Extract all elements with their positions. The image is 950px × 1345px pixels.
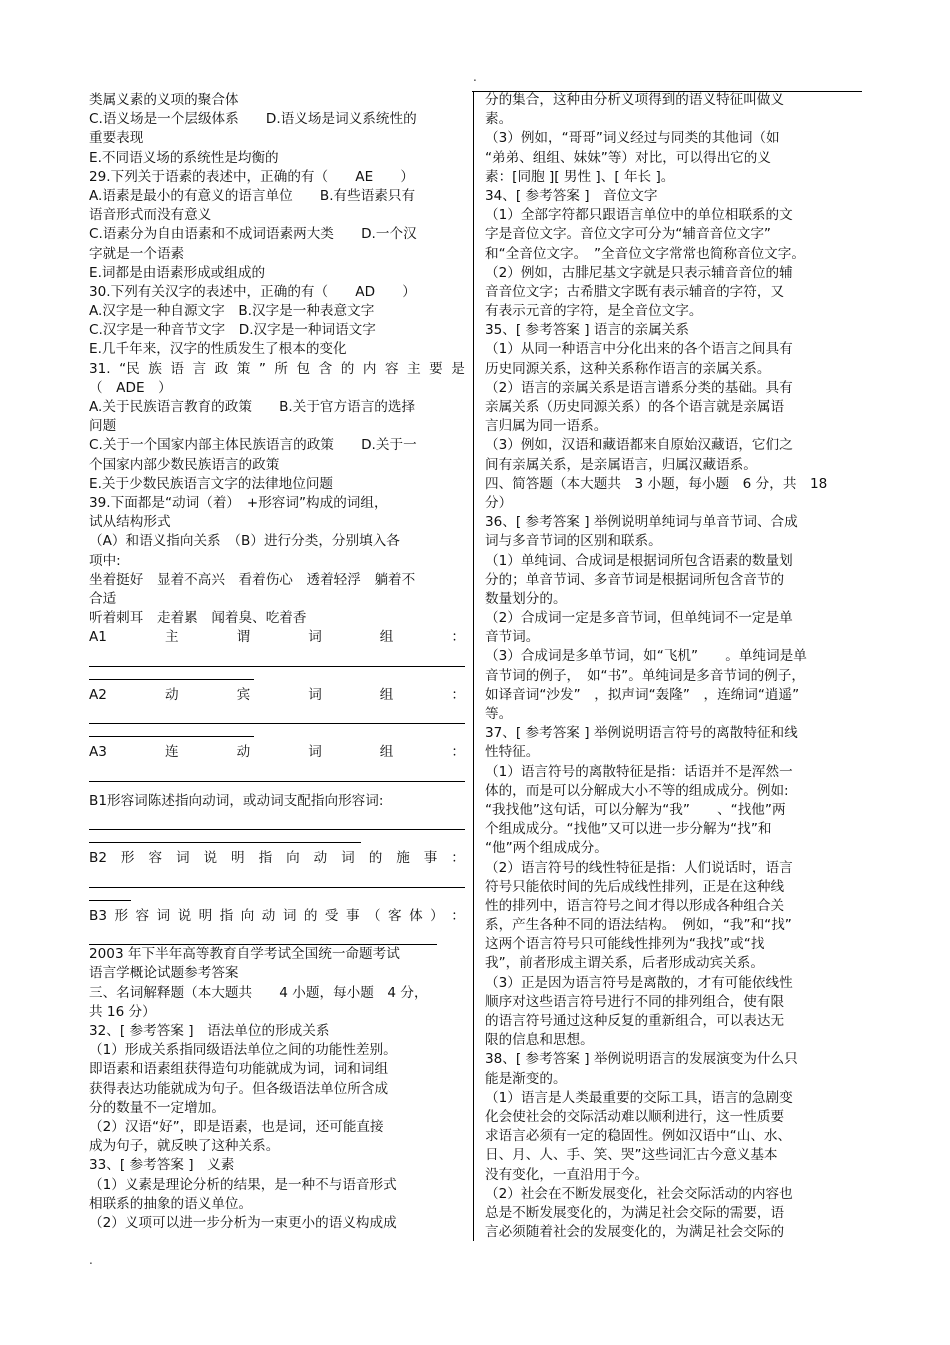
spread-char: 词 [282,907,297,924]
spread-char: 事 [423,850,438,867]
text-line: （ ADE ） [89,379,172,396]
exam-subtitle: 语言学概论试题参考答案 [89,965,239,982]
text-line: 我”，前者形成主谓关系，后者形成动宾关系。 [485,955,764,972]
answer-blank-line[interactable] [89,888,465,907]
spread-char: 族 [148,360,162,377]
spread-char: ” [258,360,266,377]
text-line: “我找他”这句话，可以分解为“我” 、“找他”两 [485,801,786,818]
text-line: （2）汉语“好”，即是语素，也是词，还可能直接 [89,1118,384,1135]
spread-char: 动 [164,686,179,703]
spread-char: A2 [89,686,107,703]
answer-blank-line[interactable] [89,926,437,945]
text-line: 项中: [89,552,121,569]
spread-char: 明 [231,850,245,867]
answer-blank-line[interactable] [89,811,465,830]
text-line: 重要表现 [89,130,144,147]
spread-char: 组 [379,629,394,646]
spread-char: 容 [135,907,150,924]
text-line: 个国家内部少数民族语言的政策 [89,456,280,473]
spread-char: 词 [156,907,171,924]
text-line: 分） [485,494,513,511]
spread-char: 策 [236,360,251,377]
spread-char: 客 [388,907,402,924]
spread-char: A1 [89,629,107,646]
text-line: 数量划分的。 [485,590,567,607]
question-39: 39.下面都是“动词（着） +形容词”构成的词组， [89,494,388,511]
spread-char: 主 [164,629,179,646]
text-line: 体的，而是可以分解成大小不等的组成成分。例如: [485,782,789,799]
blank-label-b2 [89,849,465,868]
text-line: （A）和语义指向关系 （B）进行分类，分别填入各 [89,533,400,550]
answer-blank-line[interactable] [89,763,465,782]
text-line: （2）社会在不断发展变化，社会交际活动的内容也 [485,1185,793,1202]
text-line: 分的集合，这种由分析义项得到的语义特征叫做义 [485,92,785,108]
spread-char: 要 [429,360,443,377]
text-line: 听着刺耳 走着累 闻着臭、吃着香 [89,610,307,627]
spread-char: 容 [148,850,163,867]
text-line: （3）例如，汉语和藏语都来自原始汉藏语，它们之 [485,437,793,454]
text-line: （2）语言的亲属关系是语言谱系分类的基础。具有 [485,379,793,396]
text-line: 性特征。 [485,744,540,761]
spread-char: 词 [308,744,322,761]
text-line: 合适 [89,590,117,607]
question-30: 30.下列有关汉字的表述中，正确的有（ AD ） [89,283,416,300]
spread-char: A3 [89,744,107,761]
text-line: A.语素是最小的有意义的语言单位 B.有些语素只有 [89,187,416,204]
spread-char: ） [430,907,444,924]
spread-char: 的 [368,850,383,867]
text-line: （1）语言是人类最重要的交际工具，语言的急剧变 [485,1089,793,1106]
text-line: C.语义场是一个层级体系 D.语义场是词义系统性的 [89,111,417,128]
text-line: 等。 [485,706,513,722]
text-line: 日、月、人、手、笑、哭”这些词汇古今意义基本 [485,1147,778,1164]
question-29: 29.下列关于语素的表述中，正确的有（ AE ） [89,168,414,185]
spread-char: 动 [261,907,276,924]
spread-char: 谓 [236,629,251,646]
text-line: 音音位文字；古希腊文字既有表示辅音的字符，又 [485,283,785,300]
answer-32-heading: 32、[ 参考答案 ] 语法单位的形成关系 [89,1023,330,1039]
text-line: 词与多音节词的区别和联系。 [485,533,662,550]
text-line: C.汉字是一种音节文字 D.汉字是一种词语文字 [89,322,376,339]
spread-char: 事 [345,907,360,924]
spread-char: 受 [324,907,339,924]
text-line: 没有变化，一直沿用于今。 [485,1166,649,1183]
spread-char: 连 [164,744,179,761]
text-line: 间有亲属关系，是亲属语言，归属汉藏语系。 [485,456,757,473]
column-divider [473,91,474,1241]
text-line: E.几千年来，汉字的性质发生了根本的变化 [89,341,347,358]
spread-char: 动 [236,744,251,761]
text-line: C.关于一个国家内部主体民族语言的政策 D.关于一 [89,437,417,454]
text-line: （1）全部字符都只跟语言单位中的单位相联系的文 [485,207,793,224]
answer-33-heading: 33、[ 参考答案 ] 义素 [89,1157,235,1174]
spread-char: 词 [175,850,190,867]
text-line: （1）从同一种语言中分化出来的各个语言之间具有 [485,341,793,358]
text-line: 有表示元音的字符，是全音位文字。 [485,303,703,320]
spread-char: 指 [258,850,273,867]
spread-char: 词 [341,850,355,867]
text-line: （3）合成词是多单节词，如“飞机” 。单纯词是单 [485,648,807,665]
text-line: 获得表达功能就成为句子。但各级语法单位所含成 [89,1080,389,1097]
spread-char: “民 [119,360,140,377]
text-line: 和“全音位文字。 ”全音位文字常常也简称音位文字。 [485,245,805,262]
text-line: 符号只能依时间的先后成线性排列，正是在这种线 [485,878,785,895]
blank-label-a2 [89,686,465,705]
text-line: 38、[ 参考答案 ] 举例说明语言的发展演变为什么只 [485,1051,798,1068]
spacer [89,782,465,792]
spread-char: 政 [214,360,229,377]
text-line: 试从结构形式 [89,514,171,531]
text-line: 四、简答题（本大题共 3 小题，每小题 6 分，共 18 [485,475,828,492]
spread-char: ： [451,907,465,924]
text-line: “弟弟、组组、妹妹”等）对比，可以得出它的义 [485,149,771,166]
text-line: 34、[ 参考答案 ] 音位文字 [485,187,658,204]
text-line: 限的信息和思想。 [485,1032,594,1049]
text-line: 音节词。 [485,629,540,646]
text-line: 语音形式而没有意义 [89,207,212,224]
text-line: 系，产生各种不同的语法结构。 例如，“我”和“找” [485,917,792,934]
spread-char: 容 [384,360,399,377]
text-line: 问题 [89,418,117,435]
spread-char: 说 [177,907,192,924]
text-line: 类属义素的义项的聚合体 [89,92,239,108]
right-column [485,91,863,1242]
text-line: 分的；单音节词、多音节词是根据词所包含音节的 [485,571,785,588]
text-line: 音节词的例子， 如“书”。单纯词是多音节词的例子， [485,667,805,684]
spread-char: 动 [313,850,328,867]
text-line: 36、[ 参考答案 ] 举例说明单纯词与单音节词、合成 [485,514,798,531]
spread-char: 的 [340,360,355,377]
spread-char: B2 [89,850,107,867]
text-line: 如译音词“沙发” ，拟声词“轰隆” ，连绵词“逍遥” [485,686,800,703]
text-line: 个组成成分。“找他”又可以进一步分解为“找”和 [485,821,772,838]
spread-char: 施 [396,850,410,867]
text-line: 35、[ 参考答案 ] 语言的亲属关系 [485,322,689,339]
spread-char: 的 [303,907,318,924]
section-heading: 三、名词解释题（本大题共 4 小题，每小题 4 分， [89,984,428,1001]
text-line: （2）例如，古腓尼基文字就是只表示辅音音位的辅 [485,264,793,281]
spread-char: 含 [318,360,333,377]
spread-char: 词 [308,686,322,703]
text-line: （1）单纯词、合成词是根据词所包含语素的数量划 [485,552,793,569]
exam-title: 2003 年下半年高等教育自学考试全国统一命题考试 [89,946,400,963]
blank-label-b1: B1形容词陈述指向动词，或动词支配指向形容词: [89,792,384,809]
text-line: 的语言符号通过这种反复的重新组合，可以表达无 [485,1013,785,1029]
spread-char: 组 [379,744,394,761]
text-line: （1）语言符号的离散特征是指：话语并不是浑然一 [485,763,793,780]
spread-char: 明 [198,907,213,924]
text-line: 历史同源关系，这种关系称作语言的亲属关系。 [485,360,771,377]
spread-char: 是 [451,360,465,377]
text-line: 字就是一个语素 [89,245,185,262]
spread-char: 宾 [236,686,251,703]
spread-char: 主 [407,360,421,377]
text-line: 相联系的抽象的语义单位。 [89,1195,253,1212]
text-line: A.关于民族语言教育的政策 B.关于官方语言的选择 [89,399,416,415]
text-line: （2）语言符号的线性特征是指：人们说话时，语言 [485,859,793,876]
text-line: 即语素和语素组获得造句功能就成为词，词和词组 [89,1061,389,1078]
spread-char: 向 [240,907,255,924]
left-column [89,91,465,1233]
spread-char: 体 [409,907,423,924]
spread-char: 组 [379,686,394,703]
text-line: （1）形成关系指同级语法单位之间的功能性差别。 [89,1042,397,1059]
blank-label-a1 [89,628,465,647]
text-line: “他”两个组成成分。 [485,840,608,857]
text-line: （2）合成词一定是多音节词，但单纯词不一定是单 [485,610,793,627]
text-line: （1）义素是理论分析的结果，是一种不与语音形式 [89,1176,397,1193]
spread-char: B3 [89,907,107,924]
text-line: 共 16 分） [89,1003,156,1020]
answer-blank-line[interactable] [89,869,465,888]
text-line: E.关于少数民族语言文字的法律地位问题 [89,475,334,492]
spread-char: 向 [286,850,300,867]
blank-label-b3 [89,907,465,926]
text-line: 素：[同胞 ][ 男性 ]、[ 年长 ]。 [485,168,675,185]
text-line: 37、[ 参考答案 ] 举例说明语言符号的离散特征和线 [485,725,798,742]
text-line: A.汉字是一种自源文字 B.汉字是一种表意文字 [89,303,375,320]
answer-blank-line[interactable] [89,830,465,849]
spread-char: 指 [219,907,234,924]
spread-char: 形 [114,907,129,924]
text-line: 能是渐变的。 [485,1070,567,1087]
spread-char: ： [451,629,465,646]
text-line: 亲属关系（历史同源关系）的各个语言就是亲属语 [485,399,785,415]
text-line: 字是音位文字。音位文字可分为“辅音音位文字” [485,226,771,243]
answer-blank-line[interactable] [89,724,465,743]
blank-label-a3 [89,743,465,762]
text-line: 性的排列中，语言符号之间才得以形成各种组合关 [485,897,785,914]
question-31 [89,360,465,379]
spread-char: 所 [274,360,288,377]
text-line: （2）义项可以进一步分析为一束更小的语义构成成 [89,1214,397,1231]
spread-char: 词 [308,629,322,646]
text-line: E.不同语义场的系统性是均衡的 [89,149,279,166]
text-line: （3）正是因为语言符号是离散的，才有可能依线性 [485,974,793,991]
answer-blank-line[interactable] [89,705,465,724]
text-line: 言归属为同一语系。 [485,418,608,435]
spread-char: ： [451,850,465,867]
spread-char: 语 [170,360,184,377]
spread-char: ： [451,744,465,761]
text-line: C.语素分为自由语素和不成词语素两大类 D.一个汉 [89,226,417,243]
spread-char: 言 [192,360,207,377]
text-line: 言必须随着社会的发展变化的，为满足社会交际的 [485,1224,785,1241]
text-line: 这两个语言符号只可能线性排列为“我找”或“找 [485,936,765,953]
text-line: 顺序对这些语言符号进行不同的排列组合，使有限 [485,993,785,1010]
text-line: E.词都是由语素形成或组成的 [89,264,266,281]
spread-char: 31. [89,360,111,377]
text-line: 分的数量不一定增加。 [89,1099,225,1116]
spread-char: ： [451,686,465,703]
text-line: 成为句子，就反映了这种关系。 [89,1138,280,1155]
spread-char: 包 [296,360,311,377]
page-bottom-mark: . [89,1253,93,1267]
spread-char: 说 [203,850,218,867]
text-line: 求语言必须有一定的稳固性。例如汉语中“山、水、 [485,1128,792,1145]
text-line: 总是不断发展变化的，为满足社会交际的需要，语 [485,1204,785,1221]
page-top-mark: . [473,70,477,84]
text-line: 化会使社会的交际活动难以顺利进行，这一性质要 [485,1108,785,1125]
spread-char: 形 [120,850,135,867]
spread-char: （ [367,907,381,924]
text-line: 素。 [485,111,513,128]
text-line: （3）例如，“哥哥”词义经过与同类的其他词（如 [485,130,780,147]
answer-blank-line[interactable] [89,647,465,666]
spread-char: 内 [362,360,377,377]
answer-blank-line[interactable] [89,667,465,686]
text-line: 坐着挺好 显着不高兴 看着伤心 透着轻浮 躺着不 [89,571,416,588]
